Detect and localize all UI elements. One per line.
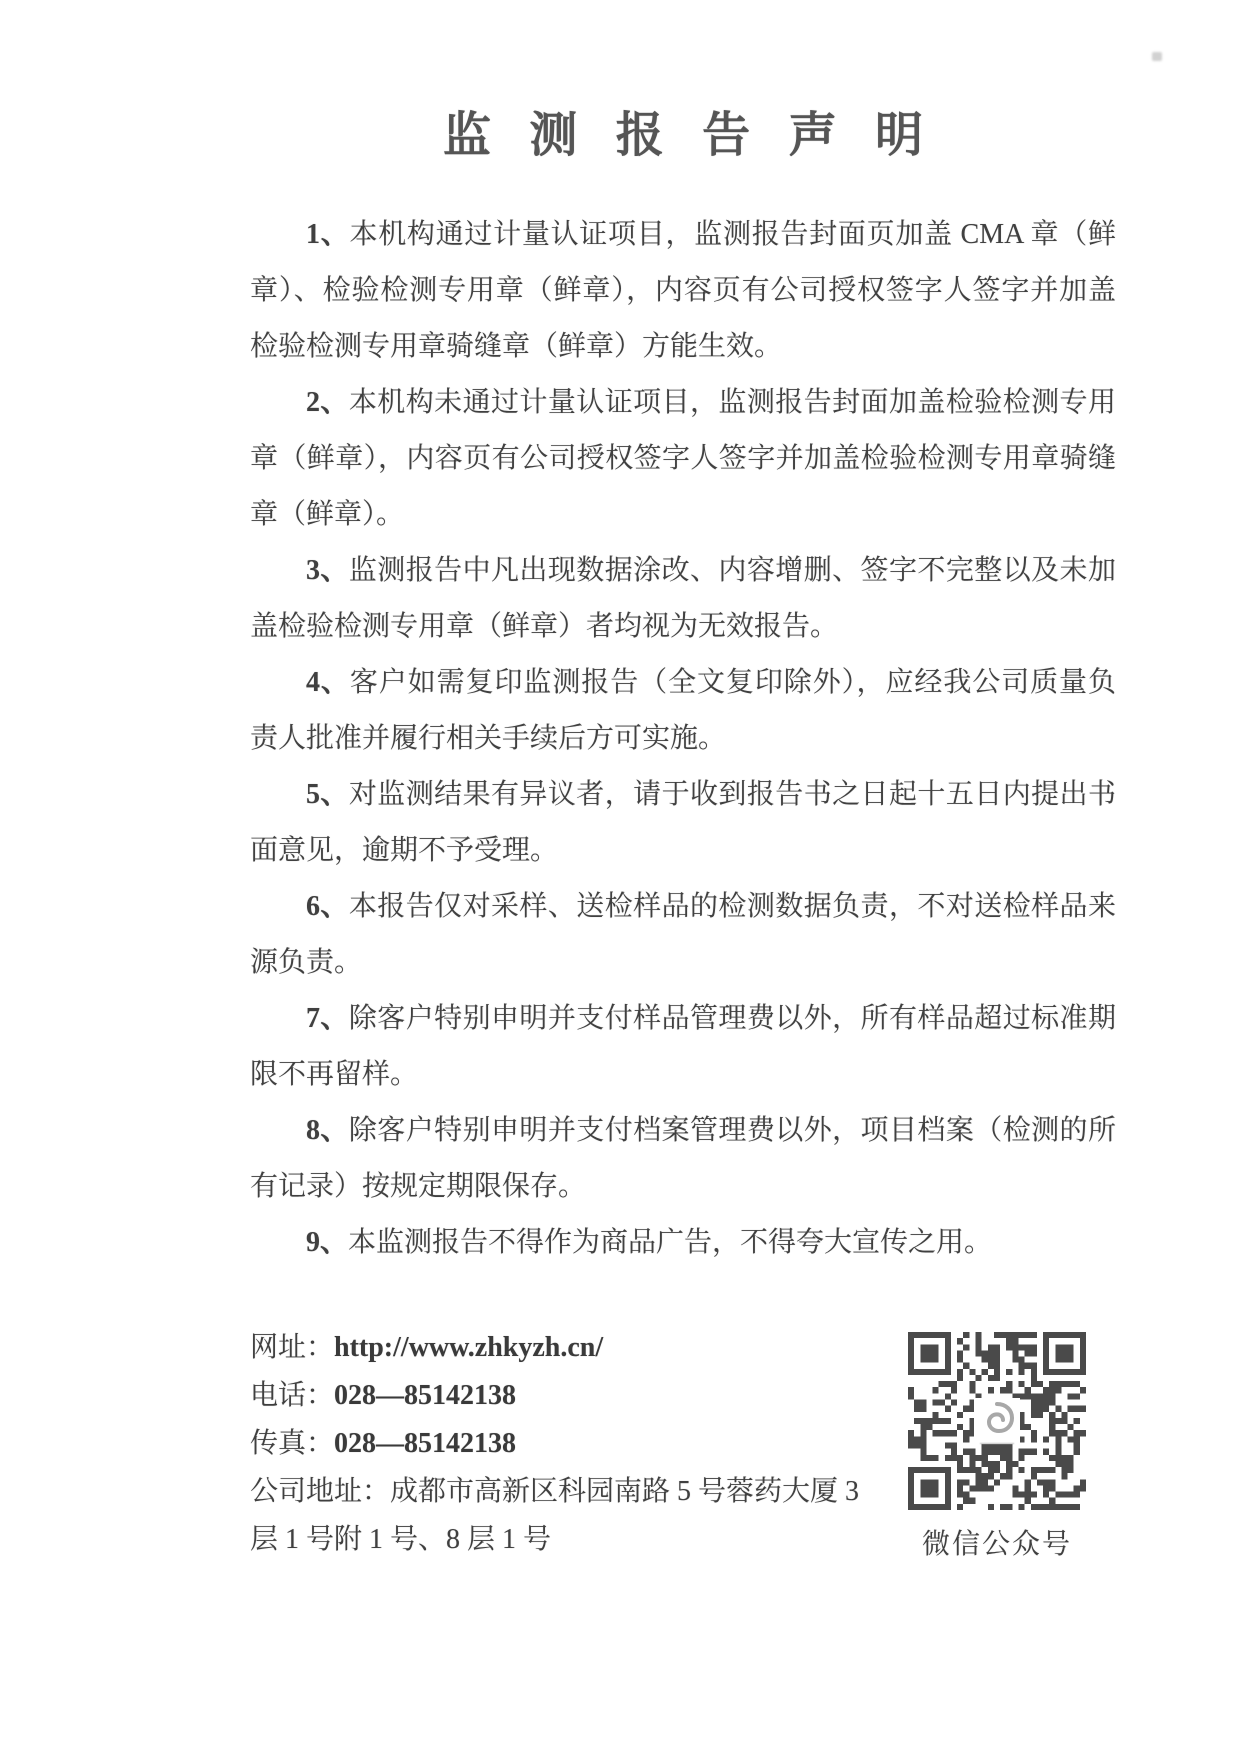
- statement-number: 1、: [306, 219, 350, 250]
- statement-text: 对监测结果有异议者，请于收到报告书之日起十五日内提出书面意见，逾期不予受理。: [250, 779, 1116, 866]
- statement-paragraph: [250, 879, 1116, 991]
- qr-logo-microtext: [980, 1443, 1014, 1444]
- statement-number: 3、: [306, 555, 349, 586]
- statement-paragraph: [250, 207, 1116, 375]
- statement-number: 2、: [306, 387, 349, 418]
- statement-text: 除客户特别申明并支付样品管理费以外，所有样品超过标准期限不再留样。: [250, 1003, 1116, 1090]
- page-title: 监测报告声明: [442, 109, 962, 162]
- statement-text: 除客户特别申明并支付档案管理费以外，项目档案（检测的所有记录）按规定期限保存。: [250, 1115, 1116, 1202]
- statement-number: 7、: [306, 1003, 349, 1034]
- fax-label: 传真：: [250, 1428, 335, 1459]
- statement-paragraph: [250, 1103, 1116, 1215]
- contact-section: [250, 1324, 880, 1564]
- statement-text: 本报告仅对采样、送检样品的检测数据负责，不对送检样品来源负责。: [250, 891, 1116, 978]
- statement-paragraph: [250, 991, 1116, 1103]
- website-value: http://www.zhkyzh.cn/: [334, 1332, 604, 1363]
- contact-address-row: [250, 1468, 880, 1564]
- statement-text: 监测报告中凡出现数据涂改、内容增删、签字不完整以及未加盖检验检测专用章（鲜章）者均视为无效报告。: [250, 555, 1116, 642]
- contact-phone-row: [250, 1372, 880, 1420]
- statement-paragraph: [250, 655, 1116, 767]
- phone-value: 028—85142138: [334, 1380, 517, 1411]
- statement-number: 8、: [306, 1115, 349, 1146]
- qr-logo-swirl-icon: [908, 1398, 1086, 1442]
- statement-text: 本监测报告不得作为商品广告，不得夸大宣传之用。: [348, 1227, 993, 1258]
- fax-value: 028—85142138: [334, 1428, 517, 1459]
- statement-text: 本机构未通过计量认证项目，监测报告封面加盖检验检测专用章（鲜章），内容页有公司授权签字人签字并加盖检验检测专用章骑缝章（鲜章）。: [250, 387, 1116, 530]
- qr-logo: [974, 1398, 1020, 1444]
- statement-paragraph: [250, 543, 1116, 655]
- qr-code: [908, 1330, 1086, 1512]
- address-label: 公司地址：: [250, 1476, 391, 1507]
- website-label: 网址：: [250, 1332, 335, 1363]
- contact-website-row: [250, 1324, 880, 1372]
- qr-caption: 微信公众号: [921, 1529, 1072, 1560]
- contact-fax-row: [250, 1420, 880, 1468]
- statement-text: 客户如需复印监测报告（全文复印除外），应经我公司质量负责人批准并履行相关手续后方可实施。: [250, 667, 1116, 754]
- statement-number: 6、: [306, 891, 349, 922]
- statement-number: 9、: [306, 1227, 349, 1258]
- statement-paragraph: [250, 767, 1116, 879]
- phone-label: 电话：: [250, 1380, 335, 1411]
- statements-section: [250, 207, 1116, 1271]
- statement-number: 5、: [306, 779, 349, 810]
- address-value: 成都市高新区科园南路 5 号蓉药大厦 3 层 1 号附 1 号、8 层 1 号: [250, 1476, 860, 1555]
- statement-paragraph: [250, 1215, 1116, 1271]
- statement-text: 本机构通过计量认证项目，监测报告封面页加盖 CMA 章（鲜章）、检验检测专用章（鲜章），内容页有公司授权签字人签字并加盖检验检测专用章骑缝章（鲜章）方能生效。: [250, 219, 1116, 362]
- scan-speck: [1152, 52, 1162, 61]
- statement-paragraph: [250, 375, 1116, 543]
- statement-number: 4、: [306, 667, 350, 698]
